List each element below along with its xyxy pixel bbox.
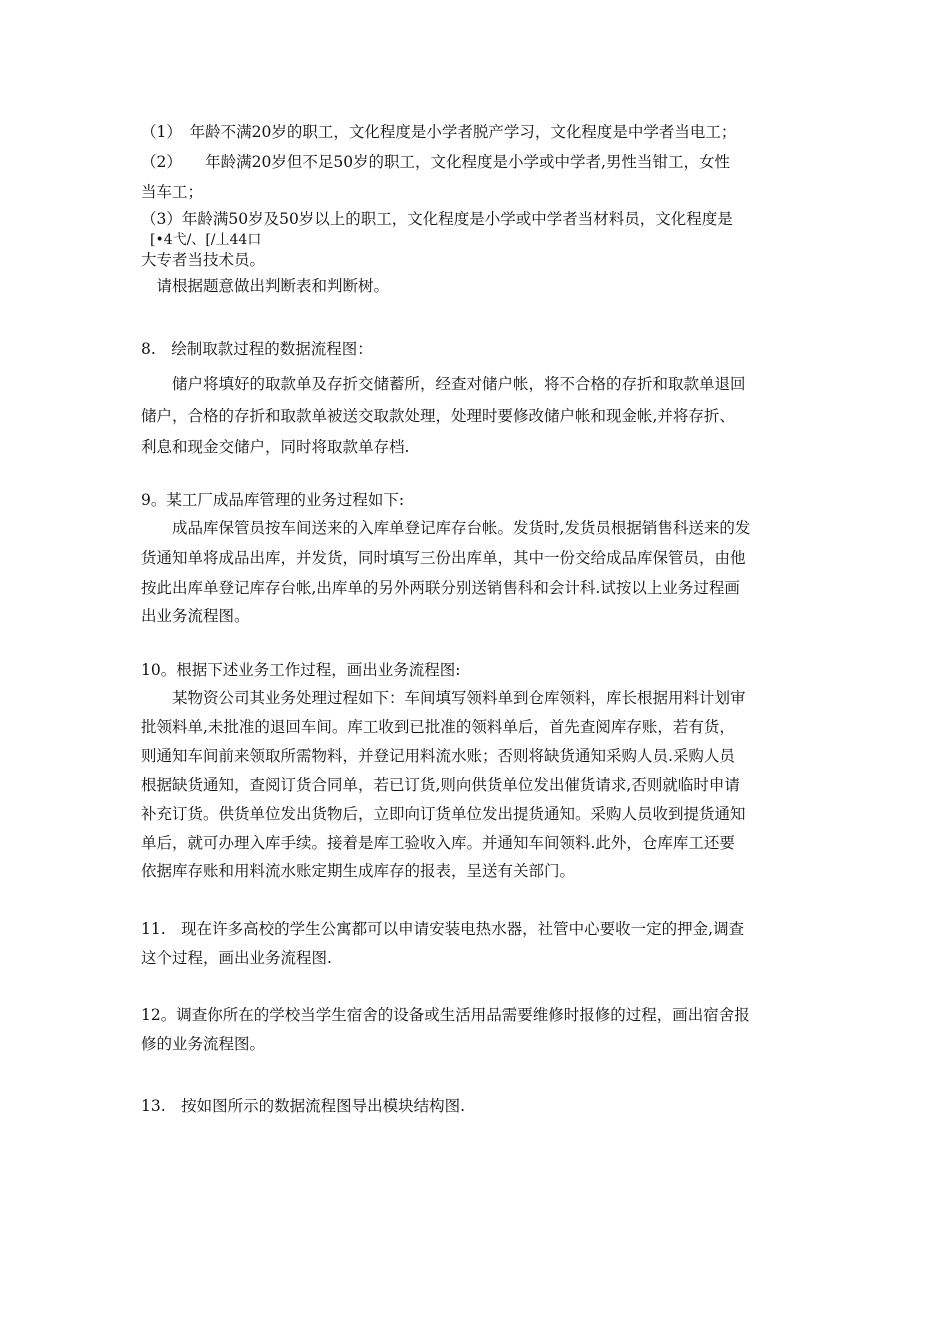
- text-line: （1） 年龄不满20岁的职工，文化程度是小学者脱产学习，文化程度是中学者当电工；: [141, 123, 737, 141]
- text-line: 按此出库单登记库存台帐,出库单的另外两联分别送销售科和会计科.试按以上业务过程画: [141, 579, 740, 597]
- text-line: 货通知单将成品出库，并发货，同时填写三份出库单，其中一份交给成品库保管员，由他: [141, 549, 746, 567]
- text-line: 某物资公司其业务处理过程如下：车间填写领料单到仓库领料，库长根据用料计划审: [141, 689, 746, 707]
- question-heading-8: 8. 绘制取款过程的数据流程图：: [141, 340, 373, 358]
- text-line: 当车工；: [141, 183, 204, 201]
- question-heading-11: 11. 现在许多高校的学生公寓都可以申请安装电热水器，社管中心要收一定的押金,调查: [141, 920, 745, 938]
- question-heading-12: 12。调查你所在的学校当学生宿舍的设备或生活用品需要维修时报修的过程，画出宿舍报: [141, 1006, 750, 1024]
- text-line: 则通知车间前来领取所需物料，并登记用料流水账；否则将缺货通知采购人员.采购人员: [141, 747, 735, 765]
- text-line: 单后，就可办理入库手续。接着是库工验收入库。并通知车间领料.此外，仓库库工还要: [141, 834, 735, 852]
- text-line: 根据缺货通知，查阅订货合同单，若已订货,则向供货单位发出催货请求,否则就临时申请: [141, 776, 740, 794]
- text-line: 批领料单,未批准的退回车间。库工收到已批准的领料单后，首先查阅库存账，若有货，: [141, 718, 735, 736]
- text-line: 补充订货。供货单位发出货物后，立即向订货单位发出提货通知。采购人员收到提货通知: [141, 805, 746, 823]
- text-line: 储户将填好的取款单及存折交储蓄所，经查对储户帐，将不合格的存折和取款单退回: [141, 375, 746, 393]
- text-line: 成品库保管员按车间送来的入库单登记库存台帐。发货时,发货员根据销售科送来的发: [141, 519, 751, 537]
- text-line: 这个过程，画出业务流程图.: [141, 949, 332, 967]
- question-heading-10: 10。根据下述业务工作过程，画出业务流程图:: [141, 661, 461, 679]
- text-line: （2） 年龄满20岁但不足50岁的职工，文化程度是小学或中学者,男性当钳工，女性: [141, 153, 730, 171]
- question-heading-9: 9。某工厂成品库管理的业务过程如下:: [141, 491, 405, 509]
- text-line: 依据库存账和用料流水账定期生成库存的报表，呈送有关部门。: [141, 862, 576, 880]
- text-line: 大专者当技术员。: [141, 251, 266, 269]
- garbled-text-line: [•4弋/、[/丄44口: [150, 232, 262, 248]
- text-line: 出业务流程图。: [141, 607, 250, 625]
- text-line: 储户，合格的存折和取款单被送交取款处理，处理时要修改储户帐和现金帐,并将存折、: [141, 407, 735, 425]
- text-line: 利息和现金交储户，同时将取款单存档.: [141, 438, 410, 456]
- question-heading-13: 13. 按如图所示的数据流程图导出模块结构图.: [141, 1097, 466, 1115]
- text-line: 请根据题意做出判断表和判断树。: [141, 277, 390, 295]
- text-line: （3）年龄满50岁及50岁以上的职工，文化程度是小学或中学者当材料员，文化程度是: [141, 210, 733, 228]
- text-line: 修的业务流程图。: [141, 1035, 266, 1053]
